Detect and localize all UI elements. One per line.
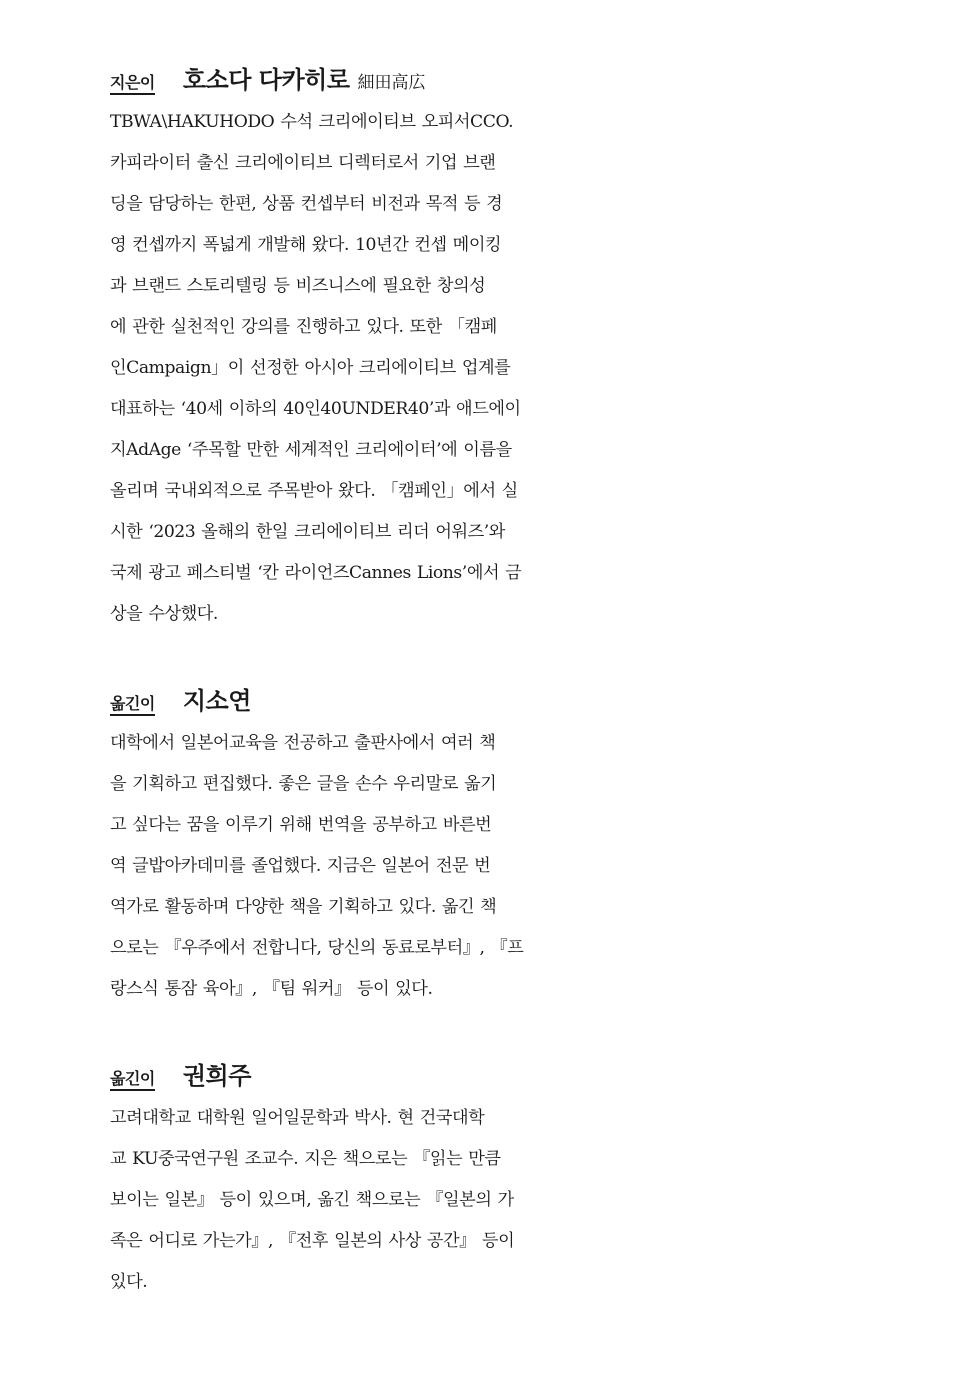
bio-line: 있다. — [110, 1272, 148, 1292]
bio-line: 보이는 일본』 등이 있으며, 옮긴 책으로는 『일본의 가 — [110, 1190, 514, 1210]
role-label: 지은이 — [110, 74, 155, 95]
author-profile — [110, 60, 590, 635]
profile-header — [110, 60, 590, 98]
bio-line: 에 관한 실천적인 강의를 진행하고 있다. 또한 「캠페 — [110, 317, 497, 337]
role-label: 옮긴이 — [110, 695, 155, 716]
bio-line: TBWA\HAKUHODO 수석 크리에이티브 오피서CCO. — [110, 112, 514, 132]
author-name-original: 細田高広 — [357, 73, 426, 93]
bio-line: 딩을 담당하는 한편, 상품 컨셉부터 비전과 목적 등 경 — [110, 194, 503, 214]
translator-profile — [110, 1056, 590, 1303]
bio-line: 지AdAge ‘주목할 만한 세계적인 크리에이터’에 이름을 — [110, 440, 512, 460]
author-name: 호소다 다카히로 — [182, 66, 350, 94]
bio-line: 상을 수상했다. — [110, 604, 218, 624]
translator-name: 지소연 — [182, 687, 251, 715]
bio-line: 교 KU중국연구원 조교수. 지은 책으로는 『읽는 만큼 — [110, 1149, 501, 1169]
profile-header — [110, 681, 590, 719]
translator-bio — [110, 723, 590, 1010]
bio-line: 대학에서 일본어교육을 전공하고 출판사에서 여러 책 — [110, 733, 496, 753]
bio-line: 국제 광고 페스티벌 ‘칸 라이언즈Cannes Lions’에서 금 — [110, 563, 522, 583]
bio-line: 과 브랜드 스토리텔링 등 비즈니스에 필요한 창의성 — [110, 276, 486, 296]
bio-line: 랑스식 통잠 육아』, 『팀 워커』 등이 있다. — [110, 979, 433, 999]
profile-header — [110, 1056, 590, 1094]
bio-line: 인Campaign」이 선정한 아시아 크리에이티브 업계를 — [110, 358, 511, 378]
author-bio — [110, 102, 590, 635]
bio-line: 올리며 국내외적으로 주목받아 왔다. 「캠페인」에서 실 — [110, 481, 518, 501]
bio-line: 카피라이터 출신 크리에이티브 디렉터로서 기업 브랜 — [110, 153, 496, 173]
bio-line: 고 싶다는 꿈을 이루기 위해 번역을 공부하고 바른번 — [110, 815, 492, 835]
translator-bio — [110, 1098, 590, 1303]
bio-line: 고려대학교 대학원 일어일문학과 박사. 현 건국대학 — [110, 1108, 485, 1128]
bio-line: 대표하는 ‘40세 이하의 40인40UNDER40’과 애드에이 — [110, 399, 521, 419]
translator-name: 권희주 — [182, 1062, 251, 1090]
bio-line: 으로는 『우주에서 전합니다, 당신의 동료로부터』, 『프 — [110, 938, 524, 958]
author-profiles-page — [110, 60, 590, 1303]
bio-line: 시한 ‘2023 올해의 한일 크리에이티브 리더 어워즈’와 — [110, 522, 505, 542]
translator-profile — [110, 681, 590, 1010]
bio-line: 역가로 활동하며 다양한 책을 기획하고 있다. 옮긴 책 — [110, 897, 497, 917]
bio-line: 역 글밥아카데미를 졸업했다. 지금은 일본어 전문 번 — [110, 856, 491, 876]
bio-line: 을 기획하고 편집했다. 좋은 글을 손수 우리말로 옮기 — [110, 774, 497, 794]
role-label: 옮긴이 — [110, 1070, 155, 1091]
bio-line: 영 컨셉까지 폭넓게 개발해 왔다. 10년간 컨셉 메이킹 — [110, 235, 502, 255]
bio-line: 족은 어디로 가는가』, 『전후 일본의 사상 공간』 등이 — [110, 1231, 515, 1251]
